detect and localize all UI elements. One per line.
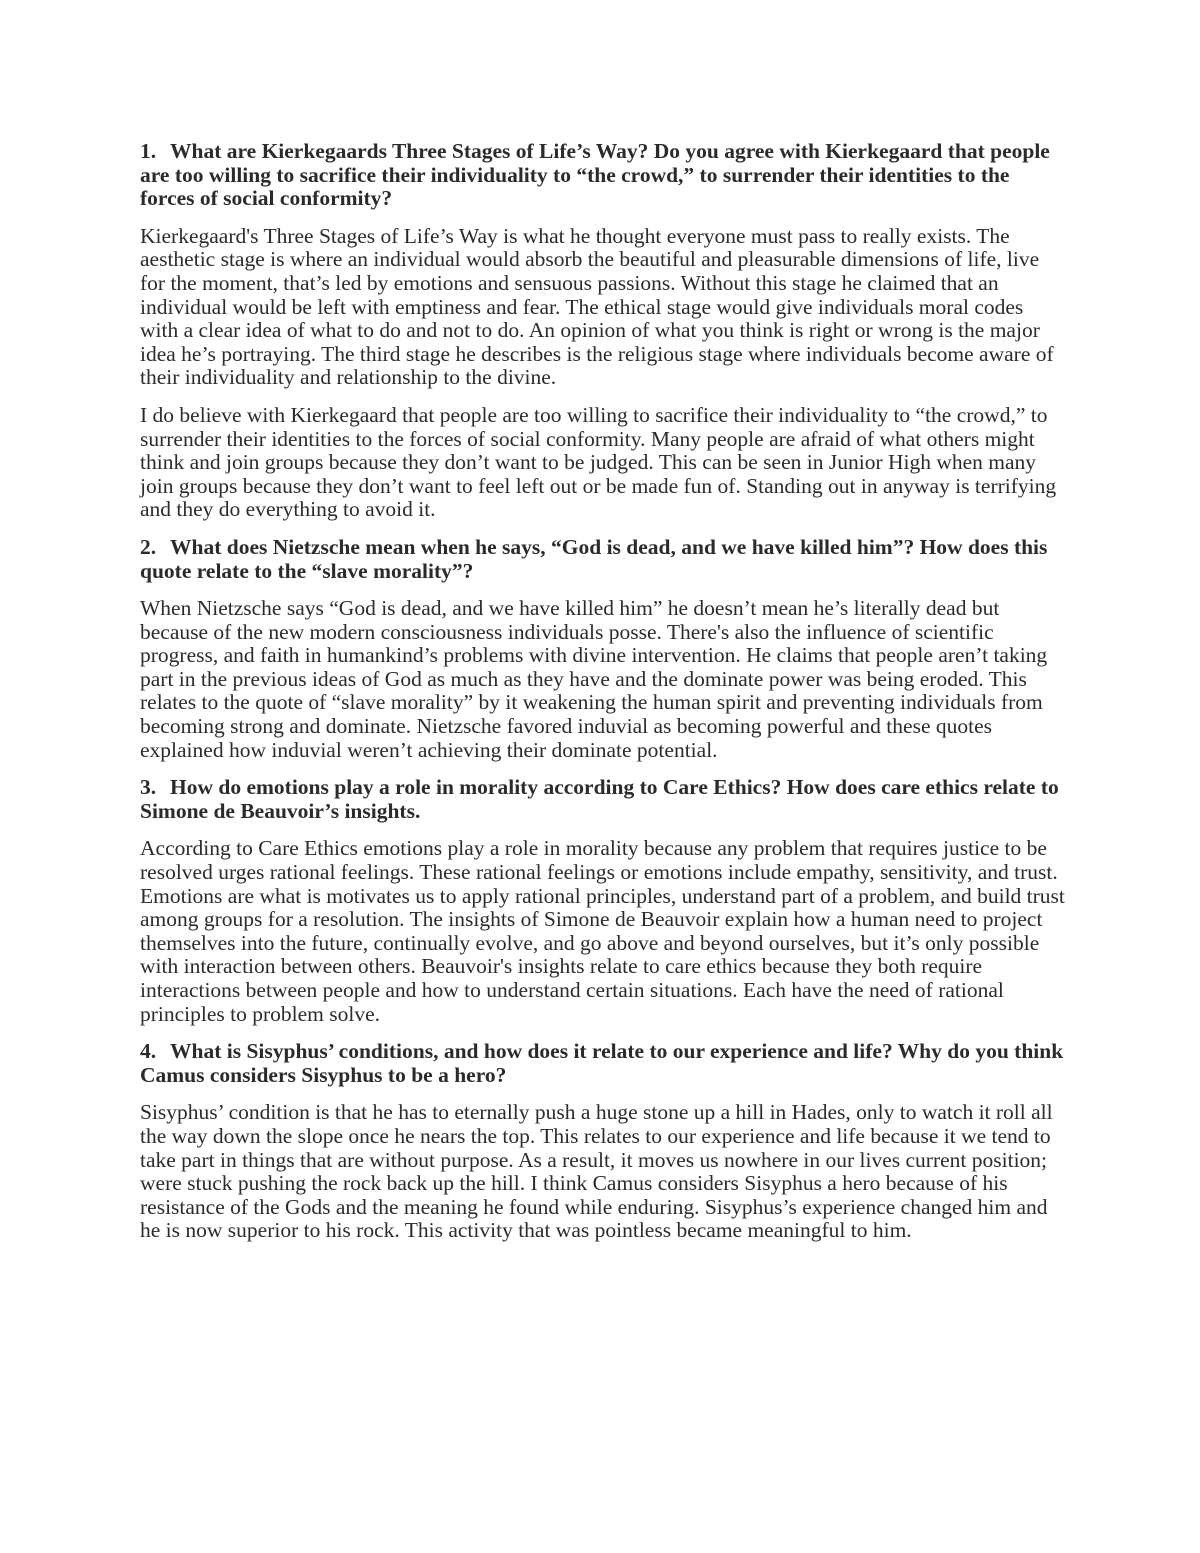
- question-number: 1.: [140, 139, 157, 163]
- question-text: What is Sisyphus’ conditions, and how does it relate to our experience and life? Why do you think Camus considers Sisyphus to be a hero?: [140, 1039, 1064, 1087]
- question-text: What does Nietzsche mean when he says, “God is dead, and we have killed him”? How does this quote relate to the “slave morality”?: [140, 534, 1048, 583]
- section-1: [140, 140, 1065, 522]
- answer-paragraph: Sisyphus’ condition is that he has to eternally push a huge stone up a hill in Hades, only to watch it roll all the way down the slope once he nears the top. This relates to our experience and life because it we tend to take part in things that are without purpose. As a result, it moves us nowhere in our lives current position; were stuck pushing the rock back up the hill. I think Camus considers Sisyphus a hero because of his resistance of the Gods and the meaning he found while enduring. Sisyphus’s experience changed him and he is now superior to his rock. This activity that was pointless became meaningful to him.: [140, 1100, 1053, 1243]
- document-page: [140, 140, 1065, 1257]
- answer-paragraph: When Nietzsche says “God is dead, and we have killed him” he doesn’t mean he’s literally dead but because of the new modern consciousness individuals posse. There's also the influence of scientific progress, and faith in humankind’s problems with divine intervention. He claims that people aren’t taking part in the previous ideas of God as much as they have and the dominate power was being eroded. This relates to the quote of “slave morality” by it weakening the human spirit and preventing individuals from becoming strong and dominate. Nietzsche favored induvial as becoming powerful and these quotes explained how induvial weren’t achieving their dominate potential.: [140, 596, 1048, 762]
- answer-paragraph: Kierkegaard's Three Stages of Life’s Way is what he thought everyone must pass to really exists. The aesthetic stage is where an individual would absorb the beautiful and pleasurable dimensions of life, live for the moment, that’s led by emotions and sensuous passions. Without this stage he claimed that an individual would be left with emptiness and fear. The ethical stage would give individuals moral codes with a clear idea of what to do and not to do. An opinion of what you think is right or wrong is the major idea he’s portraying. The third stage he describes is the religious stage where individuals become aware of their individuality and relationship to the divine.: [140, 223, 1054, 390]
- question-text: What are Kierkegaards Three Stages of Life’s Way? Do you agree with Kierkegaard that people are too willing to sacrifice their individuality to “the crowd,” to surrender their identities to the forces of social conformity?: [140, 139, 1050, 211]
- answer-paragraph: I do believe with Kierkegaard that people are too willing to sacrifice their individuality to “the crowd,” to surrender their identities to the forces of social conformity. Many people are afraid of what others might think and join groups because they don’t want to be judged. This can be seen in Junior High when many join groups because they don’t want to feel left out or be made fun of. Standing out in anyway is terrifying and they do everything to avoid it.: [140, 402, 1057, 522]
- answer-paragraph: According to Care Ethics emotions play a role in morality because any problem that requires justice to be resolved urges rational feelings. These rational feelings or emotions include empathy, sensitivity, and trust. Emotions are what is motivates us to apply rational principles, understand part of a problem, and build trust among groups for a resolution. The insights of Simone de Beauvoir explain how a human need to project themselves into the future, continually evolve, and go above and beyond ourselves, but it’s only possible with interaction between others. Beauvoir's insights relate to care ethics because they both require interactions between people and how to understand certain situations. Each have the need of rational principles to problem solve.: [140, 836, 1065, 1026]
- question-1: [140, 140, 1065, 211]
- question-2: [140, 536, 1065, 583]
- section-4: [140, 1040, 1065, 1243]
- question-4: [140, 1040, 1065, 1087]
- section-3: [140, 776, 1065, 1026]
- question-number: 2.: [140, 534, 157, 559]
- question-number: 4.: [140, 1039, 157, 1064]
- question-3: [140, 776, 1065, 823]
- question-number: 3.: [140, 775, 157, 800]
- question-text: How do emotions play a role in morality according to Care Ethics? How does care ethics relate to Simone de Beauvoir’s insights.: [140, 775, 1059, 823]
- section-2: [140, 536, 1065, 762]
